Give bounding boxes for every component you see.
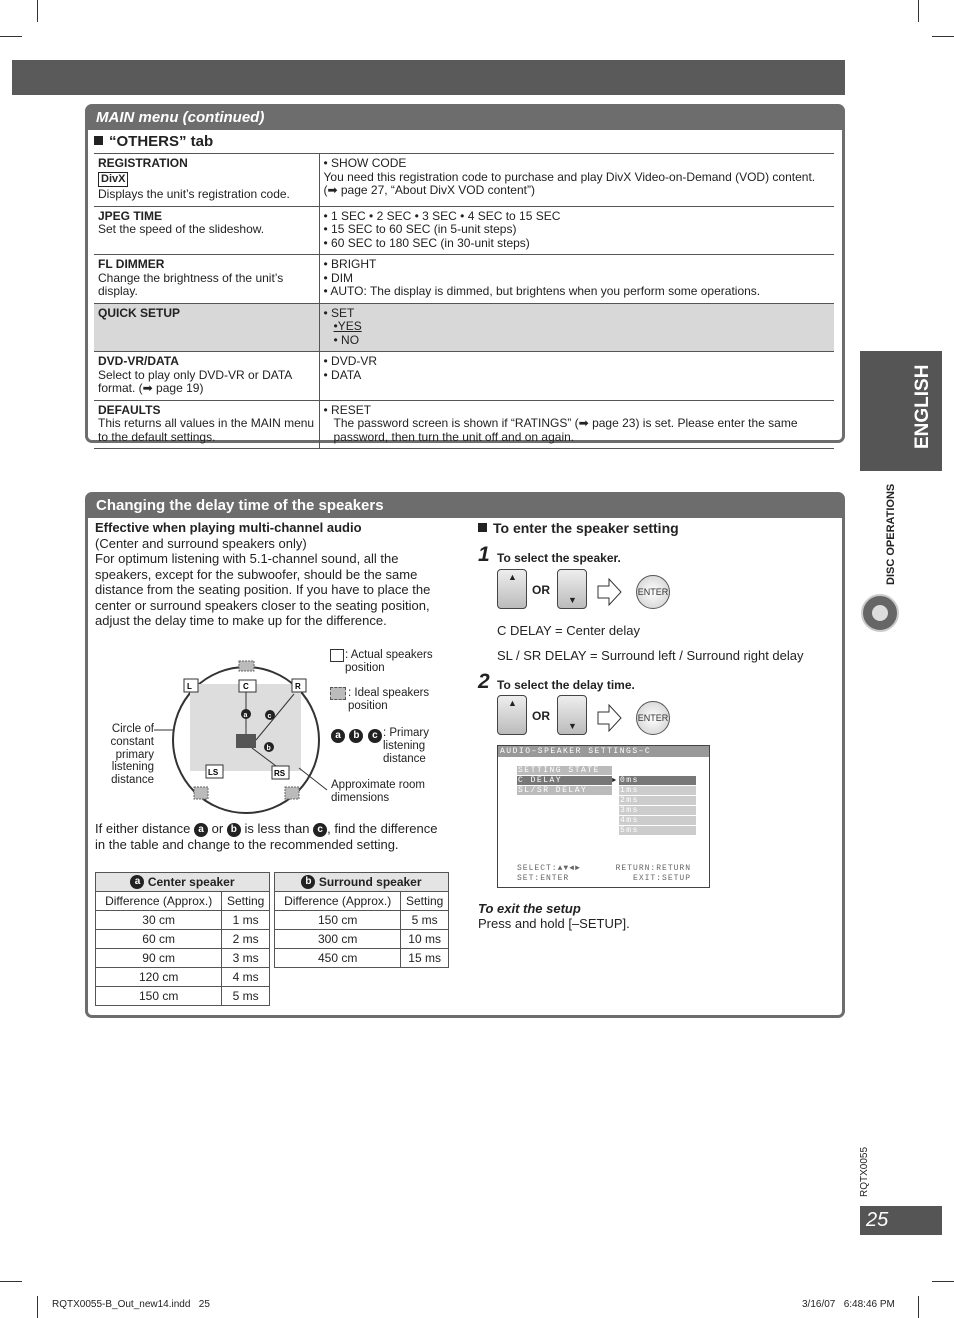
up-arrow-icon: ▲ (508, 698, 517, 708)
option-name: JPEG TIME (98, 208, 163, 223)
option-value: • 15 SEC to 60 SEC (in 5-unit steps) (323, 222, 517, 236)
down-arrow-icon: ▼ (568, 595, 577, 605)
arrow-right-icon (597, 704, 623, 732)
osd-menu-item[interactable]: SETTING STATE (517, 766, 612, 775)
osd-menu-item[interactable]: SL/SR DELAY (517, 786, 612, 795)
osd-value[interactable]: 3ms (619, 806, 696, 815)
crop-mark (932, 36, 954, 37)
table-row (94, 303, 834, 352)
cell: 30 cm (96, 911, 222, 930)
option-value: •YES (333, 319, 362, 333)
option-value: • 1 SEC • 2 SEC • 3 SEC • 4 SEC to 15 SEC (323, 208, 561, 223)
table-row (275, 930, 449, 949)
sl-delay-text: SL / SR DELAY = Surround left / Surround right delay (497, 648, 804, 663)
speaker-c-label: C (243, 682, 249, 691)
enter-title: To enter the speaker setting (493, 520, 679, 536)
actual-label: : Actual speakers position (345, 649, 433, 674)
if-text-2: is less than (244, 821, 310, 836)
ideal-label: : Ideal speakers position (348, 687, 430, 712)
language-tab (860, 351, 942, 471)
option-value: • 60 SEC to 180 SEC (in 30-unit steps) (323, 235, 530, 250)
osd-value[interactable]: 5ms (619, 826, 696, 835)
mark-b-icon: b (349, 729, 363, 743)
if-text-1: If either distance (95, 821, 191, 836)
surround-table-title: Surround speaker (318, 874, 422, 889)
c-delay-text: C DELAY = Center delay (497, 623, 640, 638)
cell: 300 cm (275, 930, 401, 949)
arrow-right-icon (597, 578, 623, 606)
up-button[interactable] (497, 695, 527, 735)
mark-a-label: a (243, 712, 248, 719)
room-label: Approximate room dimensions (331, 779, 425, 804)
crop-mark (0, 1281, 22, 1282)
speaker-ls-label: LS (208, 768, 219, 777)
option-desc: This returns all values in the MAIN menu to the default settings. (98, 416, 315, 444)
table-title (275, 873, 449, 892)
cell: 450 cm (275, 949, 401, 968)
cell: 15 ms (401, 949, 449, 968)
enter-button[interactable]: ENTER (636, 701, 670, 735)
table-row (275, 911, 449, 930)
table-row (96, 987, 270, 1006)
or-label: OR (532, 583, 550, 597)
down-button[interactable] (557, 695, 587, 735)
center-table-title: Center speaker (147, 874, 235, 889)
mark-a-icon: a (194, 823, 208, 837)
listener-seat-icon (236, 734, 256, 748)
cell: 60 cm (96, 930, 222, 949)
osd-value[interactable]: 1ms (619, 786, 696, 795)
mark-b-icon: b (227, 823, 241, 837)
cell: 90 cm (96, 949, 222, 968)
center-note: (Center and surround speakers only) (95, 535, 307, 551)
option-name: REGISTRATION (98, 156, 188, 170)
exit-title: To exit the setup (478, 901, 581, 916)
option-value: (➡ page 27, “About DivX VOD content”) (323, 183, 535, 197)
step-number: 2 (478, 670, 490, 693)
option-value: • BRIGHT (323, 257, 377, 271)
others-section (85, 104, 845, 443)
ideal-c-icon (239, 661, 254, 671)
doc-code: RQTX0055 (859, 1146, 870, 1197)
col-header: Difference (Approx.) (96, 892, 222, 911)
or-label: OR (532, 709, 550, 723)
up-arrow-icon: ▲ (508, 572, 517, 582)
section-title: MAIN menu (continued) (88, 107, 842, 130)
cell: 5 ms (222, 987, 270, 1006)
crop-mark (37, 0, 38, 22)
enter-heading (478, 520, 679, 536)
square-bullet-icon (478, 523, 487, 532)
cell: 4 ms (222, 968, 270, 987)
down-button[interactable] (557, 569, 587, 609)
or-text: or (211, 821, 224, 836)
intro-text (95, 520, 450, 629)
down-arrow-icon: ▼ (568, 721, 577, 731)
option-desc: Set the speed of the slideshow. (98, 222, 265, 236)
osd-footer-2: SET:ENTER EXIT:SETUP (517, 874, 692, 883)
cell: 3 ms (222, 949, 270, 968)
actual-speaker-legend-icon (330, 649, 344, 662)
up-button[interactable] (497, 569, 527, 609)
option-value: • RESET (323, 402, 372, 417)
header-bar (12, 60, 845, 95)
footer-file: RQTX0055-B_Out_new14.indd 25 (52, 1299, 210, 1310)
abc-marks (331, 727, 382, 745)
col-header: Setting (222, 892, 270, 911)
osd-pointer-icon: ► (612, 777, 618, 785)
option-name: DVD-VR/DATA (98, 354, 179, 368)
ideal-rs-icon (285, 787, 299, 799)
table-row (94, 255, 834, 304)
square-bullet-icon (94, 136, 103, 145)
cell: 10 ms (401, 930, 449, 949)
table-row (275, 949, 449, 968)
language-label: ENGLISH (912, 364, 933, 449)
crop-mark (932, 1281, 954, 1282)
osd-value[interactable]: 4ms (619, 816, 696, 825)
tab-title (94, 133, 842, 150)
intro-paragraph: For optimum listening with 5.1-channel sound, all the speakers, except for the subwoofer, should be the same distance from the seating position. If you have to place the center or surround speakers closer to the seating position, adjust the delay time to make up for the difference. (95, 551, 431, 628)
effective-heading: Effective when playing multi-channel audio (95, 520, 362, 535)
option-desc: Select to play only DVD-VR or DATA format. (➡ page 19) (98, 367, 292, 395)
option-value: • SHOW CODE (323, 156, 407, 170)
option-value: The password screen is shown if “RATINGS” (➡ page 23) is set. Please enter the same password, then turn the unit off and on again. (333, 416, 798, 444)
cell: 150 cm (275, 911, 401, 930)
col-header: Difference (Approx.) (275, 892, 401, 911)
osd-screen (497, 745, 710, 888)
table-row (96, 968, 270, 987)
tab-title-text: “OTHERS” tab (109, 133, 214, 150)
step1-text: To select the speaker. (497, 551, 621, 565)
ideal-speaker-legend-icon (330, 687, 346, 700)
option-desc: Change the brightness of the unit’s display. (98, 270, 284, 298)
mark-c-icon: c (368, 729, 382, 743)
mark-c-icon: c (313, 823, 327, 837)
primary-label: : Primary listening distance (383, 727, 429, 765)
option-desc: Displays the unit’s registration code. (98, 187, 290, 201)
col-header: Setting (401, 892, 449, 911)
step-number: 1 (478, 543, 490, 566)
mark-a-icon: a (130, 875, 144, 889)
section-label: DISC OPERATIONS (885, 483, 897, 585)
crop-mark (0, 36, 22, 37)
option-value: • DATA (323, 367, 362, 382)
osd-footer-1: SELECT:▲▼◄► RETURN:RETURN (517, 864, 692, 873)
section-title: Changing the delay time of the speakers (88, 495, 842, 518)
osd-value-selected[interactable]: 0ms (619, 776, 696, 785)
osd-value[interactable]: 2ms (619, 796, 696, 805)
crop-mark (918, 0, 919, 22)
option-value: • AUTO: The display is dimmed, but brightens when you perform some operations. (323, 284, 761, 298)
crop-mark (918, 1296, 919, 1318)
speaker-rs-label: RS (274, 769, 286, 778)
option-value: • NO (333, 332, 360, 347)
cell: 120 cm (96, 968, 222, 987)
divx-badge: DivX (98, 172, 128, 188)
table-title (96, 873, 270, 892)
ideal-ls-icon (194, 787, 208, 799)
mark-b-icon: b (301, 875, 315, 889)
speaker-r-label: R (295, 682, 301, 691)
option-value: • SET (323, 305, 355, 320)
table-row (94, 400, 834, 449)
table-row (94, 154, 834, 207)
exit-text: Press and hold [–SETUP]. (478, 916, 630, 931)
crop-mark (37, 1296, 38, 1318)
mark-c-label: c (267, 713, 272, 720)
surround-delay-table (274, 872, 449, 968)
if-text (95, 821, 450, 852)
option-name: FL DIMMER (98, 257, 165, 271)
table-row (96, 930, 270, 949)
option-value: • DVD-VR (323, 354, 378, 368)
cell: 150 cm (96, 987, 222, 1006)
page-number: 25 (860, 1206, 942, 1235)
cell: 5 ms (401, 911, 449, 930)
step2-text: To select the delay time. (497, 678, 635, 692)
osd-menu-item-selected[interactable]: C DELAY (517, 776, 612, 785)
cell: 1 ms (222, 911, 270, 930)
table-row (96, 911, 270, 930)
center-delay-table (95, 872, 270, 1006)
option-name: QUICK SETUP (98, 305, 181, 320)
enter-button[interactable]: ENTER (636, 575, 670, 609)
table-row (94, 206, 834, 255)
if-text-3: , find the difference in the table and change to the recommended setting. (95, 821, 438, 852)
table-row (94, 352, 834, 401)
osd-title: AUDIO–SPEAKER SETTINGS–C (498, 746, 709, 757)
option-name: DEFAULTS (98, 402, 161, 417)
option-value: • DIM (323, 270, 354, 285)
cell: 2 ms (222, 930, 270, 949)
option-value: You need this registration code to purchase and play DivX Video-on-Demand (VOD) content. (323, 169, 816, 184)
options-table (94, 153, 834, 449)
mark-b-label: b (266, 745, 271, 752)
table-row (96, 949, 270, 968)
mark-a-icon: a (331, 729, 345, 743)
speaker-l-label: L (187, 682, 192, 691)
disc-icon (861, 594, 899, 632)
footer-date: 3/16/07 6:48:46 PM (802, 1299, 895, 1310)
circle-label: Circle of constant primary listening distance (110, 723, 154, 787)
